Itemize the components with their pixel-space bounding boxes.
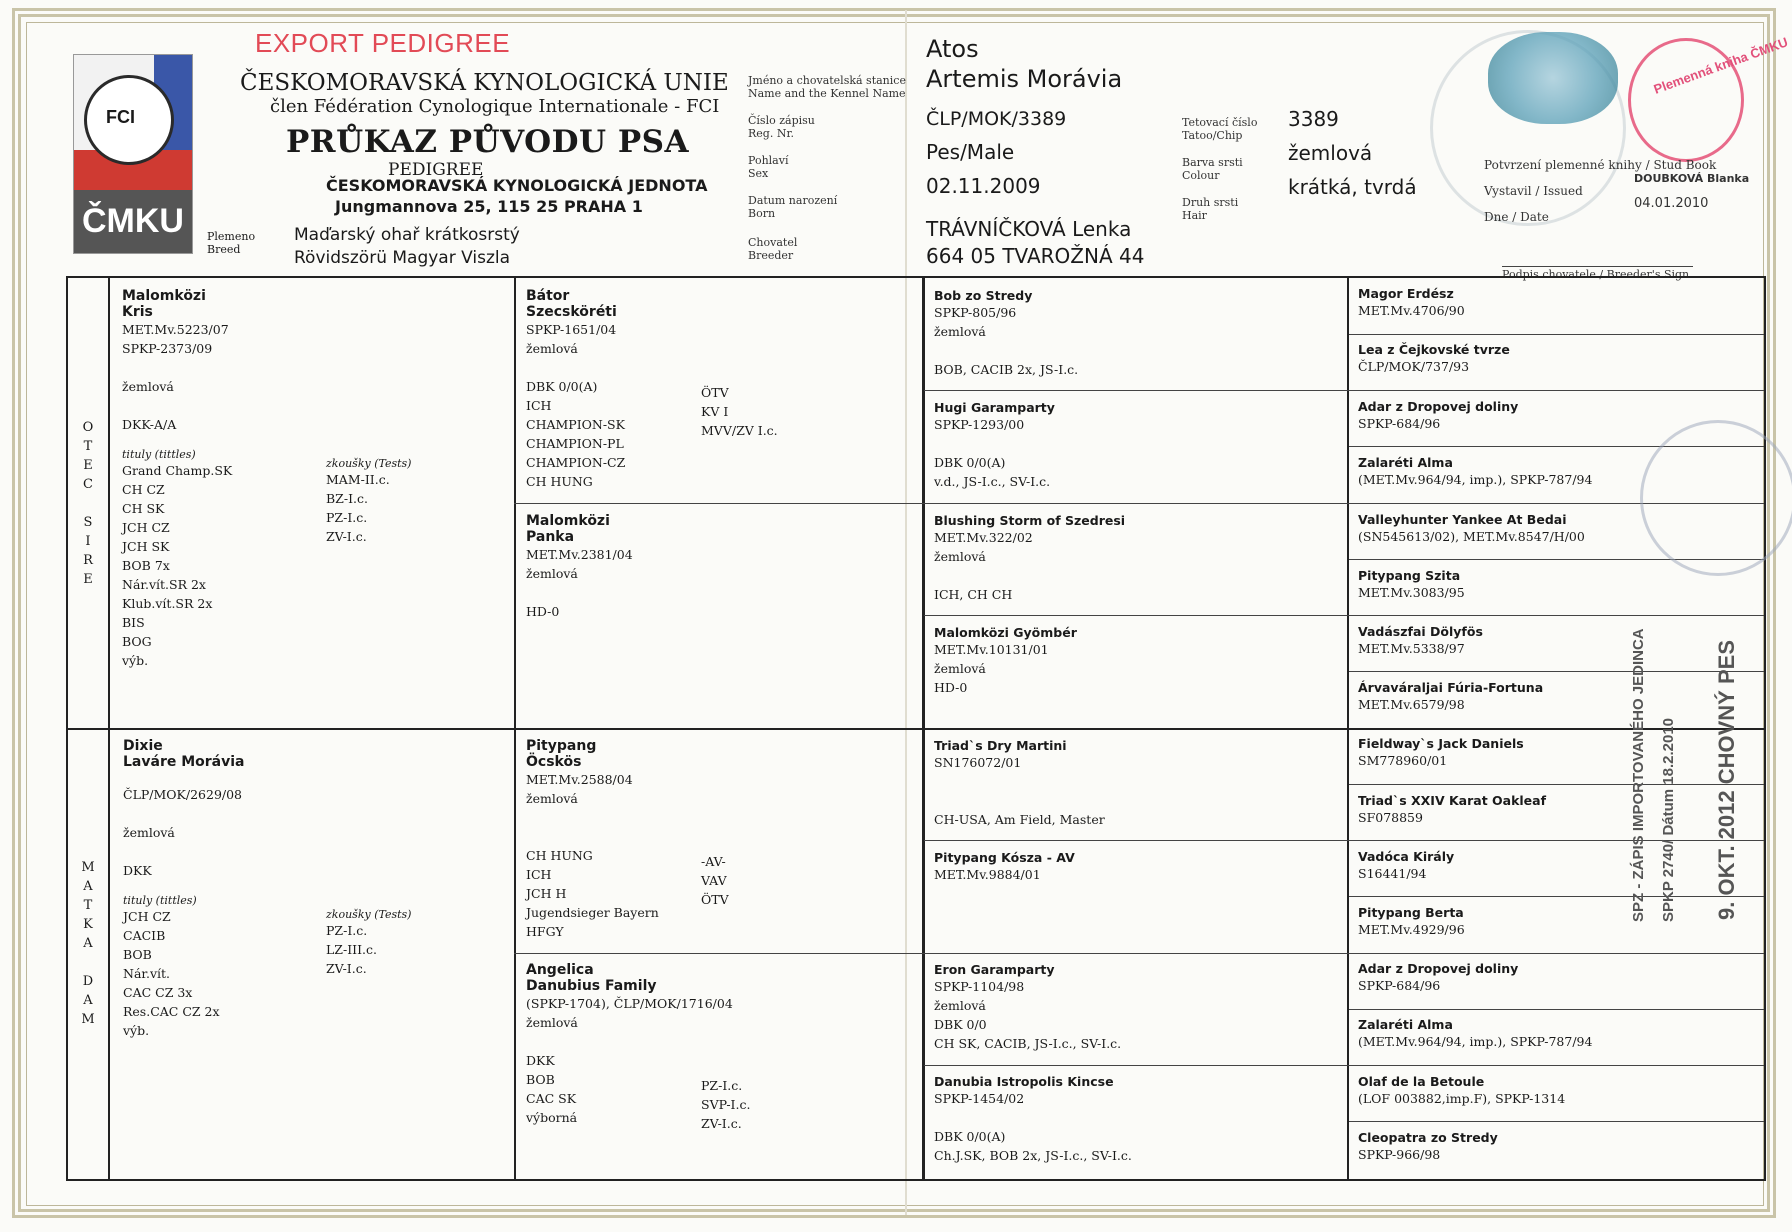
gp-divider-1 — [514, 503, 1764, 504]
gggp-cell — [1358, 399, 1518, 433]
dam-tests-block — [326, 908, 411, 978]
ggp-info: SN176072/01 CH-USA, Am Field, Master — [934, 755, 1105, 827]
sire-tests-block — [326, 457, 411, 546]
hair-label: Druh srsti Hair — [1182, 196, 1239, 222]
ggp-name: Eron Garamparty — [934, 962, 1055, 977]
gggp-info: MET.Mv.5338/97 — [1358, 641, 1465, 656]
org-name: ČESKOMORAVSKÁ KYNOLOGICKÁ UNIE — [240, 70, 729, 96]
dog-kennel-name: Artemis Morávia — [926, 65, 1123, 93]
gggp-name: Pitypang Szita — [1358, 568, 1461, 583]
date-label: Dne / Date — [1484, 210, 1549, 224]
gggp-info: MET.Mv.3083/95 — [1358, 585, 1465, 600]
gp-extra: ÖTV KV I MVV/ZV I.c. — [701, 385, 778, 438]
ggp-info: SPKP-1293/00 DBK 0/0(A) v.d., JS-I.c., SV-I.c. — [934, 417, 1051, 489]
ggp-cell — [934, 962, 1339, 1053]
import-stamp-line2: SPKP 2740/ Dátum 18.2.2010 — [1660, 717, 1677, 922]
ggp-name: Pitypang Kósza - AV — [934, 850, 1075, 865]
breeder-address: 664 05 TVAROŽNÁ 44 — [926, 244, 1145, 268]
gggp-info: SPKP-966/98 — [1358, 1147, 1441, 1162]
sire-colour: žemlová — [122, 379, 174, 394]
born-label: Datum narození Born — [748, 194, 838, 220]
gggp-cell — [1358, 1074, 1565, 1108]
gggp-name: Zalaréti Alma — [1358, 455, 1453, 470]
tatoo-label: Tetovací číslo Tatoo/Chip — [1182, 116, 1258, 142]
studbook-stamp-text: Plemenná kniha ČMKU — [1651, 34, 1790, 97]
studbook-label: Potvrzení plemenné knihy / Stud Book — [1484, 158, 1717, 172]
gp-name: Angelica Danubius Family — [526, 962, 657, 994]
org-membership: člen Fédération Cynologique Internationale - FCI — [270, 96, 720, 117]
document-subtitle: PEDIGREE — [388, 160, 484, 180]
gggp-divider-1 — [1349, 334, 1764, 335]
ggp-name: Malomközi Gyömbér — [934, 625, 1077, 640]
gggp-info: (LOF 003882,imp.F), SPKP-1314 — [1358, 1091, 1566, 1106]
reg-number: ČLP/MOK/3389 — [926, 108, 1067, 130]
gggp-cell — [1358, 342, 1510, 376]
gggp-name: Zalaréti Alma — [1358, 1017, 1453, 1032]
dog-name-line1: Atos — [926, 35, 979, 63]
gggp-name: Cleopatra zo Stredy — [1358, 1130, 1498, 1145]
gggp-info: (MET.Mv.964/94, imp.), SPKP-787/94 — [1358, 472, 1593, 487]
reg-label: Číslo zápisu Reg. Nr. — [748, 114, 815, 140]
gp-info: MET.Mv.2381/04 žemlová HD-0 — [526, 547, 633, 619]
ggp-info: SPKP-1454/02 DBK 0/0(A) Ch.J.SK, BOB 2x, JS-I.c., SV-I.c. — [934, 1091, 1132, 1163]
gggp-cell — [1358, 512, 1585, 546]
import-stamp-line1: SPZ - ZÁPIS IMPORTOVANÉHO JEDINCA — [1630, 628, 1647, 922]
logo-cmku-text: ČMKU — [74, 190, 192, 253]
gp-name: Malomközi Panka — [526, 513, 610, 545]
sire-name2: Kris — [122, 304, 153, 320]
gggp-info: MET.Mv.4929/96 — [1358, 922, 1465, 937]
dam-titles: JCH CZ CACIB BOB Nár.vít. CAC CZ 3x Res.CAC CZ 2x výb. — [123, 909, 220, 1038]
ggp-cell — [934, 625, 1339, 697]
gggp-info: ČLP/MOK/737/93 — [1358, 359, 1470, 374]
sire-name1: Malomközi — [122, 288, 206, 304]
gp-divider-2 — [514, 953, 1764, 954]
gggp-info: SPKP-684/96 — [1358, 416, 1441, 431]
gp-cell — [526, 738, 916, 941]
ggp-info: SPKP-1104/98 žemlová DBK 0/0 CH SK, CACIB, JS-I.c., SV-I.c. — [934, 979, 1122, 1051]
gggp-divider-8 — [1349, 1121, 1764, 1122]
ggp-info: SPKP-805/96 žemlová BOB, CACIB 2x, JS-I.c. — [934, 305, 1079, 377]
sire-tests: MAM-II.c. BZ-I.c. PZ-I.c. ZV-I.c. — [326, 472, 390, 544]
issued-label: Vystavil / Issued — [1484, 184, 1583, 198]
gggp-info: MET.Mv.4706/90 — [1358, 303, 1465, 318]
gggp-cell — [1358, 455, 1592, 489]
cmku-fci-logo — [73, 54, 193, 254]
breed-value — [294, 224, 520, 270]
gggp-name: Olaf de la Betoule — [1358, 1074, 1485, 1089]
gggp-name: Magor Erdész — [1358, 286, 1454, 301]
ggp-name: Danubia Istropolis Kincse — [934, 1074, 1114, 1089]
ggp-divider-2 — [924, 615, 1764, 616]
issue-date: 04.01.2010 — [1634, 196, 1709, 211]
gp-info: (SPKP-1704), ČLP/MOK/1716/04 žemlová DKK BOB CAC SK výborná — [526, 996, 733, 1125]
gggp-info: MET.Mv.6579/98 — [1358, 697, 1465, 712]
gggp-name: Vadászfai Dölyfös — [1358, 624, 1483, 639]
gggp-info: SF078859 — [1358, 810, 1423, 825]
breeder-label: Chovatel Breeder — [748, 236, 798, 262]
gggp-name: Triad`s XXIV Karat Oakleaf — [1358, 793, 1547, 808]
ggp-divider-4 — [924, 1065, 1764, 1066]
sire-dkk: DKK-A/A — [122, 417, 177, 432]
gggp-name: Árvaváraljai Fúria-Fortuna — [1358, 680, 1544, 695]
gggp-name: Adar z Dropovej doliny — [1358, 961, 1519, 976]
gggp-name: Pitypang Berta — [1358, 905, 1464, 920]
gp-cell — [526, 288, 916, 491]
sire-titles: Grand Champ.SK CH CZ CH SK JCH CZ JCH SK BOB 7x Nár.vít.SR 2x Klub.vít.SR 2x BIS BOG výb. — [122, 463, 233, 668]
dam-dkk: DKK — [123, 863, 152, 878]
ggp-name: Blushing Storm of Szedresi — [934, 513, 1126, 528]
ggp-cell — [934, 288, 1339, 379]
gp-info: SPKP-1651/04 žemlová DBK 0/0(A) ICH CHAMPION-SK CHAMPION-PL CHAMPION-CZ CH HUNG — [526, 322, 626, 489]
dam-name2: Laváre Morávia — [123, 754, 245, 770]
name-label: Jméno a chovatelská stanice Name and the Kennel Name — [748, 74, 906, 100]
sex-value: Pes/Male — [926, 140, 1015, 164]
gp-name: Bátor Szecsköréti — [526, 288, 617, 320]
gggp-name: Lea z Čejkovské tvrze — [1358, 342, 1510, 357]
gggp-cell — [1358, 1130, 1498, 1164]
ggp-info: MET.Mv.9884/01 — [934, 867, 1041, 882]
hair-value: krátká, tvrdá — [1288, 175, 1417, 199]
gggp-cell — [1358, 568, 1465, 602]
gggp-divider-5 — [1349, 784, 1764, 785]
colour-label: Barva srsti Colour — [1182, 156, 1243, 182]
gggp-cell — [1358, 286, 1465, 320]
gggp-cell — [1358, 624, 1483, 658]
gggp-cell — [1358, 1017, 1592, 1051]
breeder-sign-label: Podpis chovatele / Breeder's Sign. — [1502, 268, 1693, 281]
gggp-cell — [1358, 905, 1465, 939]
document-title: PRŮKAZ PŮVODU PSA — [286, 124, 690, 160]
sex-label: Pohlaví Sex — [748, 154, 789, 180]
ggp-cell — [934, 738, 1339, 829]
gggp-name: Adar z Dropovej doliny — [1358, 399, 1519, 414]
ggp-name: Bob zo Stredy — [934, 288, 1033, 303]
ggp-cell — [934, 850, 1339, 884]
ggp-cell — [934, 1074, 1339, 1165]
gggp-cell — [1358, 680, 1543, 714]
gp-extra: PZ-I.c. SVP-I.c. ZV-I.c. — [701, 1078, 751, 1131]
ggp-info: MET.Mv.322/02 žemlová ICH, CH CH — [934, 530, 1033, 602]
tatoo-value: 3389 — [1288, 107, 1339, 131]
org-unit: ČESKOMORAVSKÁ KYNOLOGICKÁ JEDNOTA — [326, 176, 708, 195]
logo-fci-text: FCI — [106, 107, 135, 127]
breeding-dog-stamp: 9. OKT. 2012 CHOVNÝ PES — [1714, 640, 1739, 920]
slovak-breed-stamp — [1640, 420, 1792, 576]
sire-reg: MET.Mv.5223/07 SPKP-2373/09 — [122, 322, 229, 356]
dam-side-label: M A T K A D A M — [81, 860, 95, 1027]
ggp-name: Hugi Garamparty — [934, 400, 1055, 415]
gggp-cell — [1358, 793, 1546, 827]
gggp-name: Vadóca Király — [1358, 849, 1455, 864]
sire-tests-label: zkoušky (Tests) — [326, 457, 412, 470]
pedigree-table — [66, 276, 1766, 1181]
ggp-cell — [934, 400, 1339, 491]
sire-side-label: O T E C S I R E — [82, 420, 94, 587]
gp-cell — [526, 513, 916, 621]
gggp-cell — [1358, 849, 1454, 883]
org-address: Jungmannova 25, 115 25 PRAHA 1 — [335, 197, 643, 216]
breeder-name: TRÁVNÍČKOVÁ Lenka — [926, 217, 1132, 241]
dam-colour: žemlová — [123, 825, 175, 840]
breed-label: Plemeno Breed — [207, 230, 256, 256]
breed-czech: Maďarský ohař krátkosrstý — [294, 225, 520, 245]
gggp-info: (SN545613/02), MET.Mv.8547/H/00 — [1358, 529, 1585, 544]
gggp-info: SM778960/01 — [1358, 753, 1448, 768]
gp-info: MET.Mv.2588/04 žemlová CH HUNG ICH JCH H Jugendsieger Bayern HFGY — [526, 772, 659, 939]
sire-dam-divider — [68, 728, 1764, 730]
sire-block — [122, 288, 232, 670]
dam-reg: ČLP/MOK/2629/08 — [123, 787, 243, 802]
dam-titles-label: tituly (tittles) — [123, 894, 197, 907]
ggp-name: Triad`s Dry Martini — [934, 738, 1067, 753]
gggp-name: Valleyhunter Yankee At Bedai — [1358, 512, 1567, 527]
gp-extra: -AV- VAV ÖTV — [701, 854, 729, 907]
ggp-cell — [934, 513, 1339, 604]
dam-name1: Dixie — [123, 738, 163, 754]
dam-block — [123, 738, 245, 1040]
gggp-divider-4 — [1349, 671, 1764, 672]
dog-name — [926, 34, 1122, 94]
breed-hungarian: Rövidszörü Magyar Viszla — [294, 248, 511, 268]
gp-cell — [526, 962, 916, 1131]
gggp-info: S16441/94 — [1358, 866, 1427, 881]
issued-by: DOUBKOVÁ Blanka — [1634, 172, 1750, 185]
ggp-info: MET.Mv.10131/01 žemlová HD-0 — [934, 642, 1049, 695]
ggp-divider-1 — [924, 390, 1764, 391]
export-pedigree-stamp: EXPORT PEDIGREE — [255, 28, 511, 58]
dam-tests-label: zkoušky (Tests) — [326, 908, 412, 921]
gggp-divider-7 — [1349, 1009, 1764, 1010]
gggp-cell — [1358, 961, 1518, 995]
dam-tests: PZ-I.c. LZ-III.c. ZV-I.c. — [326, 923, 377, 976]
gggp-name: Fieldway`s Jack Daniels — [1358, 736, 1524, 751]
gggp-divider-6 — [1349, 896, 1764, 897]
colour-value: žemlová — [1288, 141, 1373, 165]
sire-titles-label: tituly (tittles) — [122, 448, 196, 461]
gggp-cell — [1358, 736, 1524, 770]
gp-name: Pitypang Öcskös — [526, 738, 597, 770]
gggp-info: (MET.Mv.964/94, imp.), SPKP-787/94 — [1358, 1034, 1593, 1049]
born-value: 02.11.2009 — [926, 174, 1041, 198]
gggp-info: SPKP-684/96 — [1358, 978, 1441, 993]
hologram-sticker — [1488, 32, 1618, 124]
